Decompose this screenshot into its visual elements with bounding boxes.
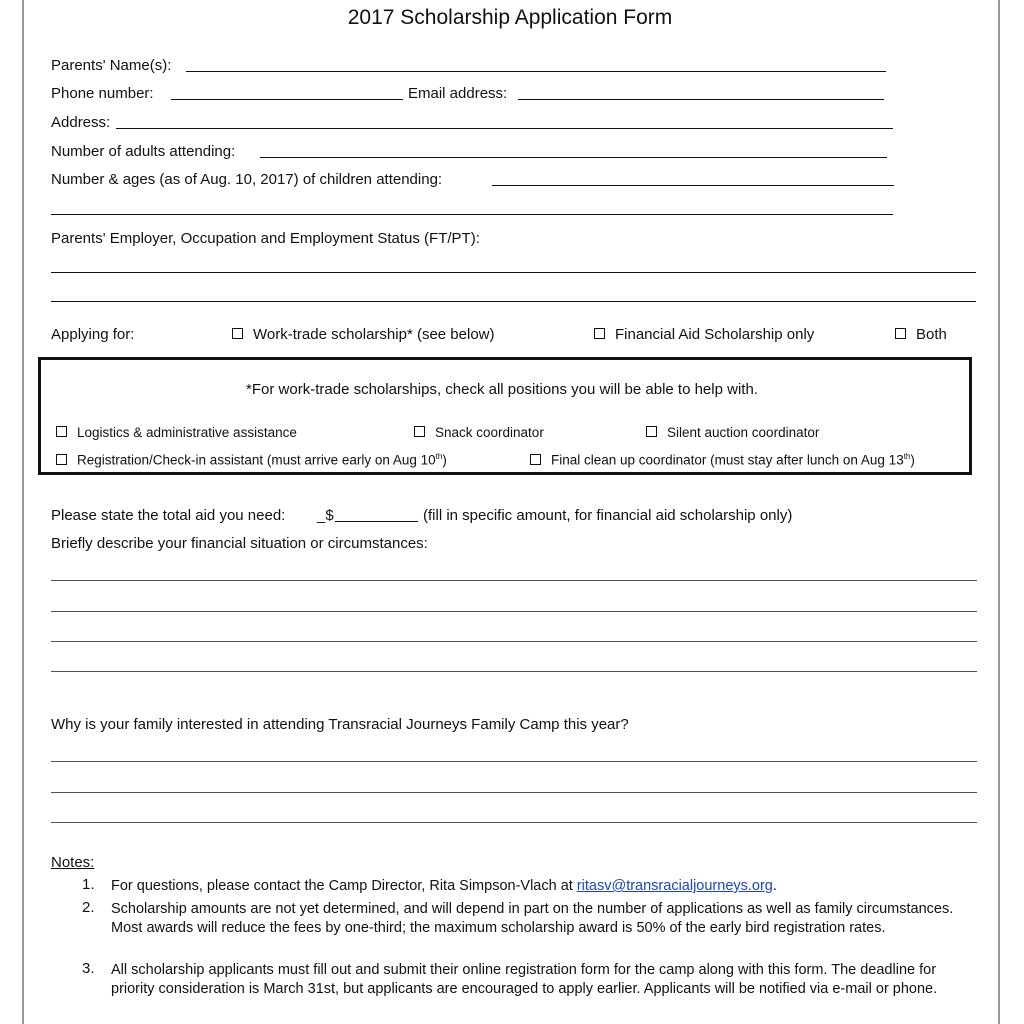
address-field[interactable] <box>116 128 893 129</box>
position-snack[interactable]: Snack coordinator <box>414 425 544 440</box>
describe-line-4[interactable] <box>51 671 977 672</box>
position-cleanup[interactable]: Final clean up coordinator (must stay after lunch on Aug 13th) <box>530 452 915 468</box>
phone-label: Phone number: <box>51 85 154 102</box>
option-financial-aid[interactable]: Financial Aid Scholarship only <box>594 326 814 343</box>
checkbox-icon[interactable] <box>594 328 605 339</box>
dollar-sign: _$ <box>317 507 334 524</box>
position-registration[interactable]: Registration/Check-in assistant (must arrive early on Aug 10th) <box>56 452 447 468</box>
phone-field[interactable] <box>171 99 403 100</box>
page-border-right <box>998 0 1000 1024</box>
children-field-line-2[interactable] <box>51 214 893 215</box>
adults-label: Number of adults attending: <box>51 143 236 160</box>
form-title: 2017 Scholarship Application Form <box>347 6 673 29</box>
option-both[interactable]: Both <box>895 326 947 343</box>
interest-line-2[interactable] <box>51 792 977 793</box>
interest-line-1[interactable] <box>51 761 977 762</box>
interest-label: Why is your family interested in attending Transracial Journeys Family Camp this year? <box>51 716 629 733</box>
position-logistics[interactable]: Logistics & administrative assistance <box>56 425 297 440</box>
parents-name-field[interactable] <box>186 71 886 72</box>
email-link[interactable]: ritasv@transracialjourneys.org <box>576 878 773 894</box>
parents-name-label: Parents' Name(s): <box>51 57 172 74</box>
total-aid-label: Please state the total aid you need: <box>51 507 286 524</box>
employer-field-line-1[interactable] <box>51 272 976 273</box>
interest-line-3[interactable] <box>51 822 977 823</box>
checkbox-icon[interactable] <box>530 454 541 465</box>
children-field[interactable] <box>492 185 894 186</box>
note-1: For questions, please contact the Camp Director, Rita Simpson-Vlach at ritasv@transracialjourneys.org. <box>111 878 777 894</box>
total-aid-note: (fill in specific amount, for financial aid scholarship only) <box>423 507 793 524</box>
note-number: 1. <box>82 876 95 893</box>
email-field[interactable] <box>518 99 884 100</box>
notes-label: Notes: <box>51 854 95 871</box>
email-label: Email address: <box>408 85 508 102</box>
total-aid-field[interactable] <box>335 521 418 522</box>
employer-field-line-2[interactable] <box>51 301 976 302</box>
option-work-trade[interactable]: Work-trade scholarship* (see below) <box>232 326 495 343</box>
describe-line-3[interactable] <box>51 641 977 642</box>
checkbox-icon[interactable] <box>414 426 425 437</box>
children-label: Number & ages (as of Aug. 10, 2017) of children attending: <box>51 171 443 188</box>
checkbox-icon[interactable] <box>232 328 243 339</box>
applying-label: Applying for: <box>51 326 135 343</box>
work-trade-heading: *For work-trade scholarships, check all positions you will be able to help with. <box>246 381 758 398</box>
checkbox-icon[interactable] <box>56 426 67 437</box>
describe-label: Briefly describe your financial situation or circumstances: <box>51 535 428 552</box>
position-silent-auction[interactable]: Silent auction coordinator <box>646 425 819 440</box>
checkbox-icon[interactable] <box>56 454 67 465</box>
employer-label: Parents' Employer, Occupation and Employment Status (FT/PT): <box>51 230 480 247</box>
note-number: 2. <box>82 899 95 916</box>
note-number: 3. <box>82 960 95 977</box>
checkbox-icon[interactable] <box>646 426 657 437</box>
checkbox-icon[interactable] <box>895 328 906 339</box>
note-2: Scholarship amounts are not yet determined, and will depend in part on the number of applications as well as family circumstances. Most awards will reduce the fees by one-third; the maximum scholarship award is 50% of the early bird registration rates. <box>111 901 954 936</box>
address-label: Address: <box>51 114 111 131</box>
note-3: All scholarship applicants must fill out and submit their online registration form for the camp along with this form. The deadline for priority consideration is March 31st, but applicants are encouraged to apply earlier. Applicants will be notified via e-mail or phone. <box>111 962 938 997</box>
adults-field[interactable] <box>260 157 887 158</box>
describe-line-2[interactable] <box>51 611 977 612</box>
page-border-left <box>22 0 24 1024</box>
describe-line-1[interactable] <box>51 580 977 581</box>
